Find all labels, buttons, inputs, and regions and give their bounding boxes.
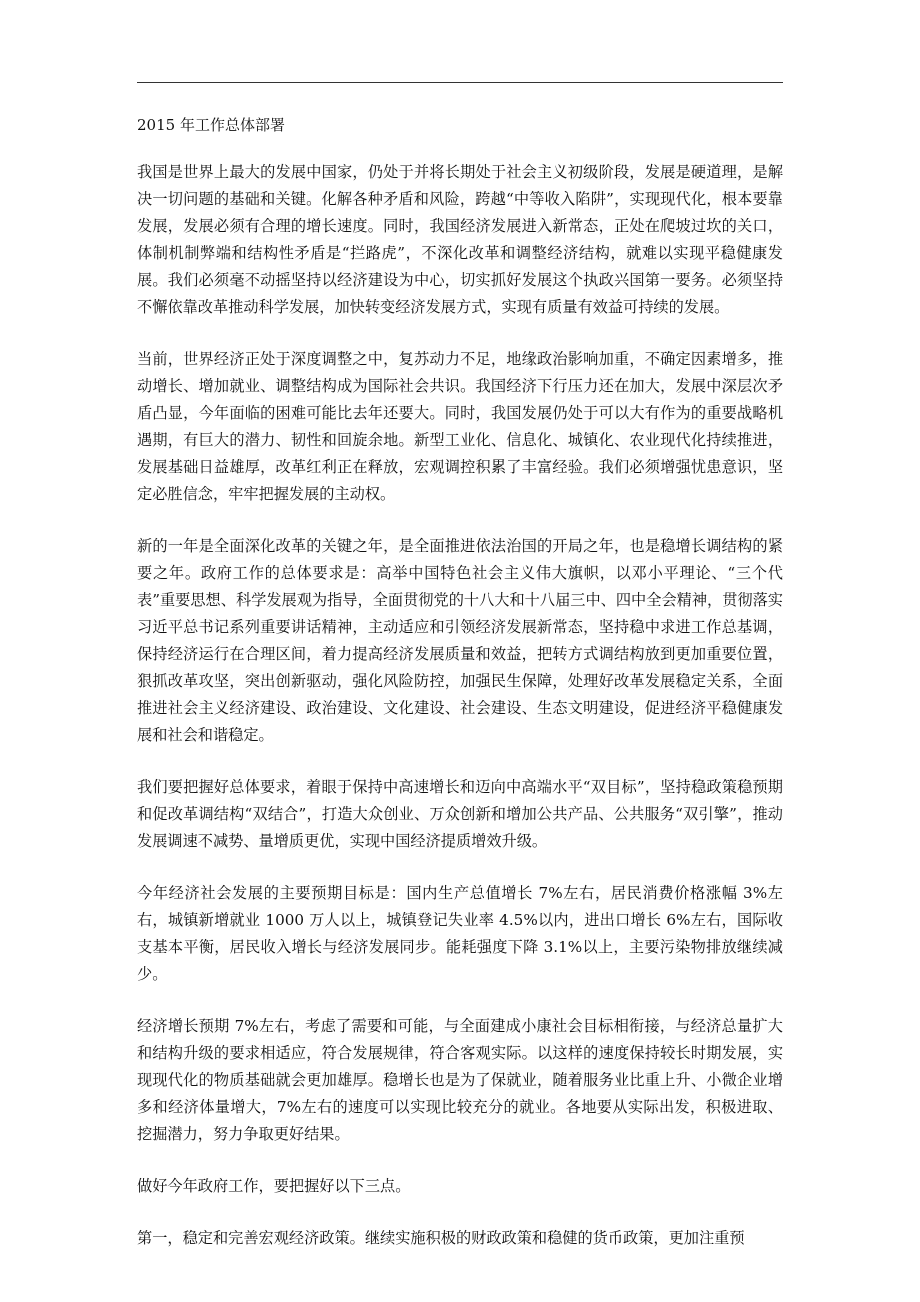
paragraph-2: 当前，世界经济正处于深度调整之中，复苏动力不足，地缘政治影响加重，不确定因素增多，推动增长、增加就业、调整结构成为国际社会共识。我国经济下行压力还在加大，发展中深层次矛盾凸显，今年面临的困难可能比去年还要大。同时，我国发展仍处于可以大有作为的重要战略机遇期，有巨大的潜力、韧性和回旋余地。新型工业化、信息化、城镇化、农业现代化持续推进，发展基础日益雄厚，改革红利正在释放，宏观调控积累了丰富经验。我们必须增强忧患意识，坚定必胜信念，牢牢把握发展的主动权。 [137, 350, 783, 503]
paragraph-5: 今年经济社会发展的主要预期目标是：国内生产总值增长 7%左右，居民消费价格涨幅 3%左右，城镇新增就业 1000 万人以上，城镇登记失业率 4.5%以内，进出口增长 6%左右，国际收支基本平衡，居民收入增长与经济发展同步。能耗强度下降 3.1%以上，主要污染物排放继续减少。 [137, 884, 783, 983]
paragraph-8: 第一，稳定和完善宏观经济政策。继续实施积极的财政政策和稳健的货币政策，更加注重预 [137, 1229, 745, 1247]
document-title: 2015 年工作总体部署 [137, 116, 285, 134]
paragraph-1: 我国是世界上最大的发展中国家，仍处于并将长期处于社会主义初级阶段，发展是硬道理，是解决一切问题的基础和关键。化解各种矛盾和风险，跨越“中等收入陷阱”，实现现代化，根本要靠发展，发展必须有合理的增长速度。同时，我国经济发展进入新常态，正处在爬坡过坎的关口，体制机制弊端和结构性矛盾是“拦路虎”，不深化改革和调整经济结构，就难以实现平稳健康发展。我们必须毫不动摇坚持以经济建设为中心，切实抓好发展这个执政兴国第一要务。必须坚持不懈依靠改革推动科学发展，加快转变经济发展方式，实现有质量有效益可持续的发展。 [137, 163, 783, 316]
paragraph-7: 做好今年政府工作，要把握好以下三点。 [137, 1177, 411, 1195]
paragraph-4: 我们要把握好总体要求，着眼于保持中高速增长和迈向中高端水平“双目标”，坚持稳政策稳预期和促改革调结构“双结合”，打造大众创业、万众创新和增加公共产品、公共服务“双引擎”，推动发展调速不减势、量增质更优，实现中国经济提质增效升级。 [137, 778, 783, 850]
document-body [137, 159, 783, 1277]
header-rule [137, 82, 783, 83]
paragraph-3: 新的一年是全面深化改革的关键之年，是全面推进依法治国的开局之年，也是稳增长调结构的紧要之年。政府工作的总体要求是：高举中国特色社会主义伟大旗帜，以邓小平理论、“三个代表”重要思想、科学发展观为指导，全面贯彻党的十八大和十八届三中、四中全会精神，贯彻落实习近平总书记系列重要讲话精神，主动适应和引领经济发展新常态，坚持稳中求进工作总基调，保持经济运行在合理区间，着力提高经济发展质量和效益，把转方式调结构放到更加重要位置，狠抓改革攻坚，突出创新驱动，强化风险防控，加强民生保障，处理好改革发展稳定关系，全面推进社会主义经济建设、政治建设、文化建设、社会建设、生态文明建设，促进经济平稳健康发展和社会和谐稳定。 [137, 537, 783, 744]
paragraph-6: 经济增长预期 7%左右，考虑了需要和可能，与全面建成小康社会目标相衔接，与经济总量扩大和结构升级的要求相适应，符合发展规律，符合客观实际。以这样的速度保持较长时期发展，实现现代化的物质基础就会更加雄厚。稳增长也是为了保就业，随着服务业比重上升、小微企业增多和经济体量增大，7%左右的速度可以实现比较充分的就业。各地要从实际出发，积极进取、挖掘潜力，努力争取更好结果。 [137, 1017, 783, 1143]
